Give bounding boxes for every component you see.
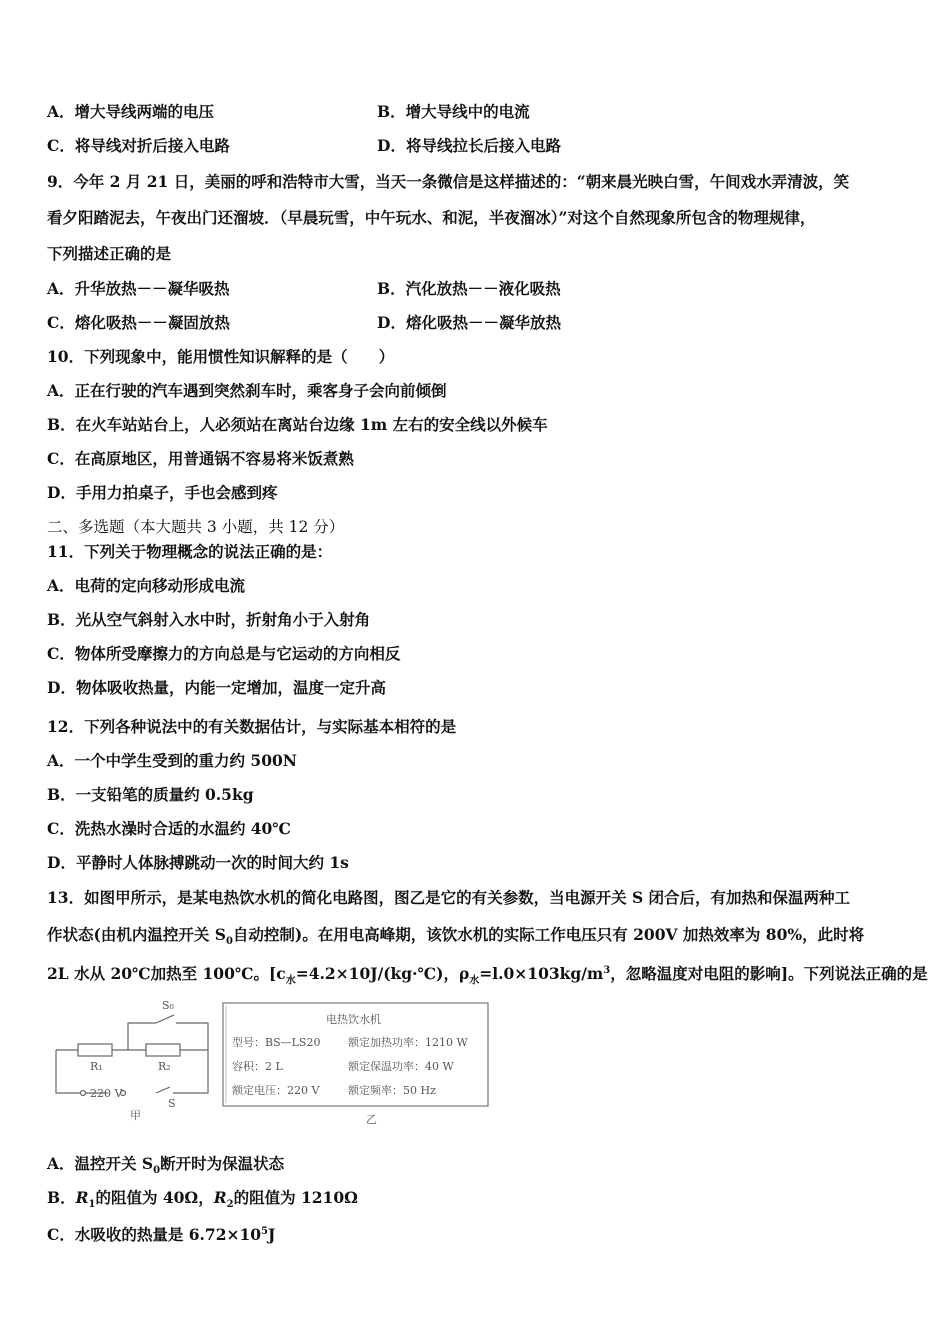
q9-option-d: D．熔化吸热－－凝华放热 [377,313,561,332]
q13-stem-line1: 13．如图甲所示，是某电热饮水机的简化电路图，图乙是它的有关参数，当电源开关 S 闭合后，有加热和保温两种工 [47,888,851,907]
q11-option-a: A．电荷的定向移动形成电流 [47,576,246,595]
spec-heat-power: 额定加热功率：1210 W [348,1036,468,1049]
q8-option-b: B．增大导线中的电流 [377,102,530,121]
label-voltage: 220 V [90,1087,123,1100]
label-r2: R₂ [158,1060,171,1073]
q11-stem: 11．下列关于物理概念的说法正确的是： [47,542,333,561]
q13-stem-line2: 作状态(由机内温控开关 $S_0$自动控制)。在用电高峰期，该饮水机的实际工作电压只有 200V 加热效率为 80%，此时将 [47,925,865,948]
spec-model: 型号：BS—LS20 [232,1036,321,1049]
q10-stem: 10．下列现象中，能用惯性知识解释的是（ ） [47,347,395,366]
q11-option-b: B．光从空气斜射入水中时，折射角小于入射角 [47,610,371,629]
q11-option-c: C．物体所受摩擦力的方向总是与它运动的方向相反 [47,644,401,663]
q9-stem-line2: 看夕阳踏泥去，午夜出门还溜坡．（早晨玩雪，中午玩水、和泥，半夜溜冰）”对这个自然现象所包含的物理规律， [47,208,816,227]
q9-option-b: B．汽化放热－－液化吸热 [377,279,561,298]
label-s: S [168,1097,176,1110]
q10-option-b: B．在火车站站台上，人必须站在离站台边缘 1m 左右的安全线以外候车 [47,415,548,434]
q13-option-c: C．水吸收的热量是 $6.72\times 10^5J$ [47,1225,276,1245]
spec-title: 电热饮水机 [326,1013,381,1026]
q10-option-c: C．在高原地区，用普通锅不容易将米饭煮熟 [47,449,354,468]
circuit-diagram [56,1015,208,1096]
caption-yi: 乙 [366,1113,377,1126]
q8-option-d: D．将导线拉长后接入电路 [377,136,561,155]
spec-frequency: 额定频率：50 Hz [348,1084,436,1097]
q9-option-c: C．熔化吸热－－凝固放热 [47,313,230,332]
q10-option-a: A．正在行驶的汽车遇到突然刹车时，乘客身子会向前倾倒 [47,381,447,400]
q12-option-a: A．一个中学生受到的重力约 500N [47,751,297,770]
circuit-and-spec-figure [48,995,498,1130]
q8-option-c: C．将导线对折后接入电路 [47,136,230,155]
spec-voltage: 额定电压：220 V [232,1084,320,1097]
q12-stem: 12．下列各种说法中的有关数据估计，与实际基本相符的是 [47,717,457,736]
switch-s [156,1087,170,1093]
q12-option-c: C．洗热水澡时合适的水温约 40℃ [47,819,291,838]
q12-option-b: B．一支铅笔的质量约 0.5kg [47,785,254,804]
q9-stem-line1: 9．今年 2 月 21 日，美丽的呼和浩特市大雪，当天一条微信是这样描述的：“朝来晨光映白雪，午间戏水弄清波，笑 [47,172,850,191]
spec-capacity: 容积：2 L [232,1060,283,1073]
q10-option-d: D．手用力拍桌子，手也会感到疼 [47,483,278,502]
label-s0: S₀ [162,999,174,1012]
section-heading: 二、多选题（本大题共 3 小题，共 12 分） [47,518,345,536]
q12-option-d: D．平静时人体脉搏跳动一次的时间大约 1s [47,853,349,872]
q11-option-d: D．物体吸收热量，内能一定增加，温度一定升高 [47,678,386,697]
caption-jia: 甲 [130,1109,141,1122]
q8-option-a: A．增大导线两端的电压 [47,102,215,121]
q13-option-a: A．温控开关 $S_0$断开时为保温状态 [47,1154,285,1177]
resistor-r1 [78,1044,112,1056]
q13-option-b: B．$R_1$的阻值为 40Ω，$R_2$的阻值为 1210Ω [47,1188,358,1211]
label-r1: R₁ [90,1060,103,1073]
spec-keep-power: 额定保温功率：40 W [348,1060,454,1073]
switch-s0 [156,1015,174,1023]
q13-stem-line3: 2L 水从 20℃加热至 100℃。[$c_水=4.2\times 10J/(kg\cdot℃)$，$\rho_水=l.0\times 103kg/m^3$，忽略温度对电阻的影响]。下列说法正确的是 [47,964,928,987]
q9-option-a: A．升华放热－－凝华吸热 [47,279,230,298]
resistor-r2 [146,1044,180,1056]
q9-stem-line3: 下列描述正确的是 [47,244,172,263]
